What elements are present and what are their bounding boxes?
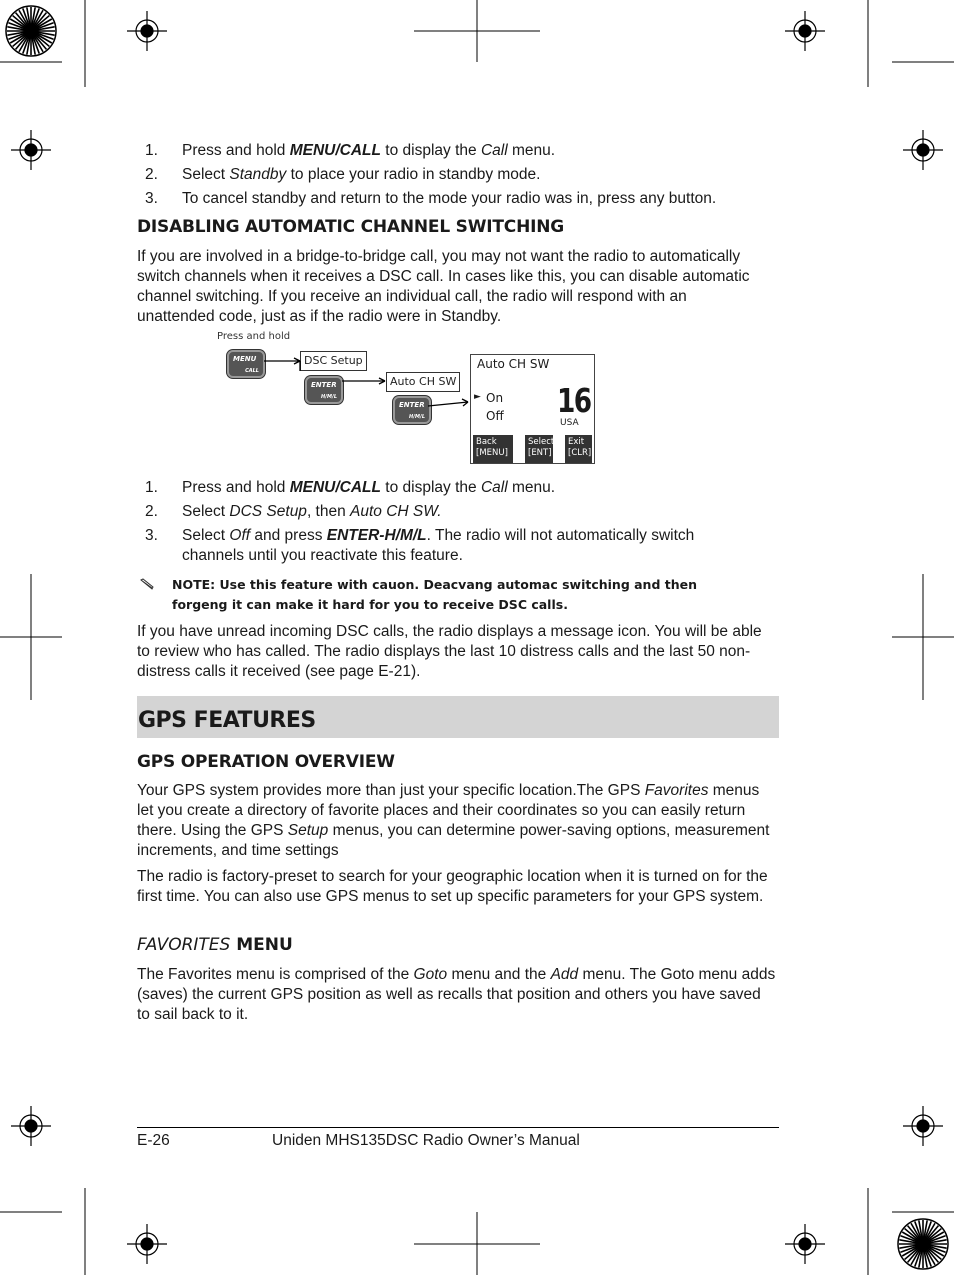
radio-lcd-screen	[470, 354, 595, 464]
list-text	[182, 189, 742, 209]
text-run: menus, you can determine power-saving options, measurement increments, and time settings	[137, 822, 770, 859]
emphasized-text: Standby	[229, 166, 287, 183]
enter-key-label: ENTER	[311, 381, 337, 389]
text-run: to place your radio in standby mode.	[286, 166, 541, 183]
call-key-label: CALL	[245, 368, 259, 374]
emphasized-text: Goto	[413, 966, 448, 983]
unread-calls-paragraph: If you have unread incoming DSC calls, the radio displays a message icon. You will be able to review who has called. The radio displays the last 10 distress calls and the last 50 non-distress calls it received (see page E-21).	[137, 623, 762, 680]
list-text	[182, 165, 742, 185]
softkey-back-key: [MENU]	[476, 448, 508, 458]
list-item	[145, 189, 742, 209]
softkey-select-key: [ENT]	[528, 448, 552, 458]
list-item	[145, 165, 742, 185]
favorites-menu-paragraph	[137, 965, 777, 1025]
enter-key-label: ENTER	[399, 401, 425, 409]
text-run: menu and the	[447, 966, 551, 983]
text-run: to display the	[381, 142, 481, 159]
page-number: E-26	[137, 1132, 170, 1149]
favorites-heading-italic: FAVORITES	[137, 935, 231, 955]
text-run: menu.	[507, 142, 556, 159]
emphasized-text: Setup	[287, 822, 329, 839]
manual-title: Uniden MHS135DSC Radio Owner’s Manual	[272, 1132, 580, 1149]
note-pencil-icon	[140, 578, 154, 590]
emphasized-text: Favorites	[644, 782, 709, 799]
emphasized-text: MENU/CALL	[289, 142, 381, 159]
list-number: 1.	[145, 142, 158, 159]
favorites-heading-bold: MENU	[230, 935, 293, 955]
softkey-exit	[565, 435, 592, 463]
note-text: NOTE: Use this feature with cauon. Deacvang automac switching and then forgeng it can make it hard for you to receive DSC calls.	[172, 577, 698, 612]
list-text	[182, 502, 742, 522]
softkey-exit-key: [CLR]	[568, 448, 592, 458]
list-item	[145, 502, 742, 522]
emphasized-text: ENTER-H/M/L	[326, 527, 427, 544]
gps-overview-paragraph-2: The radio is factory-preset to search for your geographic location when it is turned on for the first time. You can also use GPS menus to set up specific parameters for your GPS system.	[137, 868, 768, 905]
text-run: The Favorites menu is comprised of the	[137, 966, 414, 983]
text-run: Your GPS system provides more than just your specific location.The GPS	[137, 782, 645, 799]
gps-overview-heading: GPS OPERATION OVERVIEW	[137, 752, 395, 772]
screen-option-off: Off	[486, 409, 504, 423]
text-run: Select	[182, 527, 230, 544]
list-text	[182, 478, 742, 498]
emphasized-text: Off	[229, 527, 251, 544]
emphasized-text: DCS Setup	[229, 503, 307, 520]
favorites-menu-heading	[137, 935, 293, 955]
menu-key-label: MENU	[233, 355, 257, 363]
gps-overview-paragraph-1	[137, 781, 772, 861]
emphasized-text: Call	[480, 479, 508, 496]
hml-key-label: H/M/L	[321, 394, 337, 400]
emphasized-text: MENU/CALL	[289, 479, 381, 496]
text-run: menu.	[507, 479, 556, 496]
footer-rule	[137, 1127, 779, 1128]
emphasized-text: Auto CH SW.	[350, 503, 442, 520]
text-run: menu. The Goto menu adds (saves) the current GPS position as well as recalls that position and others you have saved to sail back to it.	[137, 966, 776, 1023]
text-run: to display the	[381, 479, 481, 496]
channel-number: 16	[557, 381, 591, 420]
list-number: 1.	[145, 479, 158, 496]
text-run: Select	[182, 166, 230, 183]
text-run: Press and hold	[182, 479, 290, 496]
softkey-select-label: Select	[528, 437, 555, 447]
text-run: menus let you create a directory of favorite places and their coordinates so you can easily return there. Using the GPS	[137, 782, 760, 839]
screen-title: Auto CH SW	[477, 357, 550, 371]
text-run: Press and hold	[182, 142, 290, 159]
text-run: Select	[182, 503, 230, 520]
list-item	[145, 141, 742, 161]
selection-arrow-icon: ►	[474, 392, 481, 402]
list-number: 3.	[145, 527, 158, 544]
disabling-auto-switch-heading: DISABLING AUTOMATIC CHANNEL SWITCHING	[137, 217, 565, 237]
screen-option-on: On	[486, 391, 504, 405]
text-run: . The radio will not automatically switch channels until you reactivate this feature.	[182, 527, 695, 564]
gps-features-title: GPS FEATURES	[138, 708, 316, 733]
softkey-exit-label: Exit	[568, 437, 585, 447]
emphasized-text: Call	[480, 142, 508, 159]
hml-key-label: H/M/L	[409, 414, 425, 420]
dsc-setup-box: DSC Setup	[300, 351, 367, 371]
list-number: 2.	[145, 166, 158, 183]
list-text	[182, 141, 742, 161]
diagram-arrows	[220, 340, 480, 420]
press-hold-label: Press and hold	[217, 331, 291, 342]
list-item	[145, 526, 742, 566]
softkey-select	[525, 435, 553, 463]
text-run: , then	[306, 503, 351, 520]
list-number: 3.	[145, 190, 158, 207]
region-label: USA	[560, 418, 579, 428]
list-item	[145, 478, 742, 498]
softkey-back-label: Back	[476, 437, 497, 447]
text-run: To cancel standby and return to the mode your radio was in, press any button.	[182, 190, 717, 207]
softkey-back	[473, 435, 513, 463]
gps-features-section-bar	[137, 696, 779, 738]
list-number: 2.	[145, 503, 158, 520]
emphasized-text: Add	[550, 966, 579, 983]
list-text	[182, 526, 742, 566]
text-run: and press	[250, 527, 327, 544]
auto-ch-sw-box: Auto CH SW	[386, 372, 460, 392]
disabling-auto-switch-intro: If you are involved in a bridge-to-bridge call, you may not want the radio to automatically switch channels when it receives a DSC call. In cases like this, you can disable automatic channel switching. If you receive an individual call, the radio will respond with an unattended code, just as if the radio were in Standby.	[137, 248, 750, 325]
